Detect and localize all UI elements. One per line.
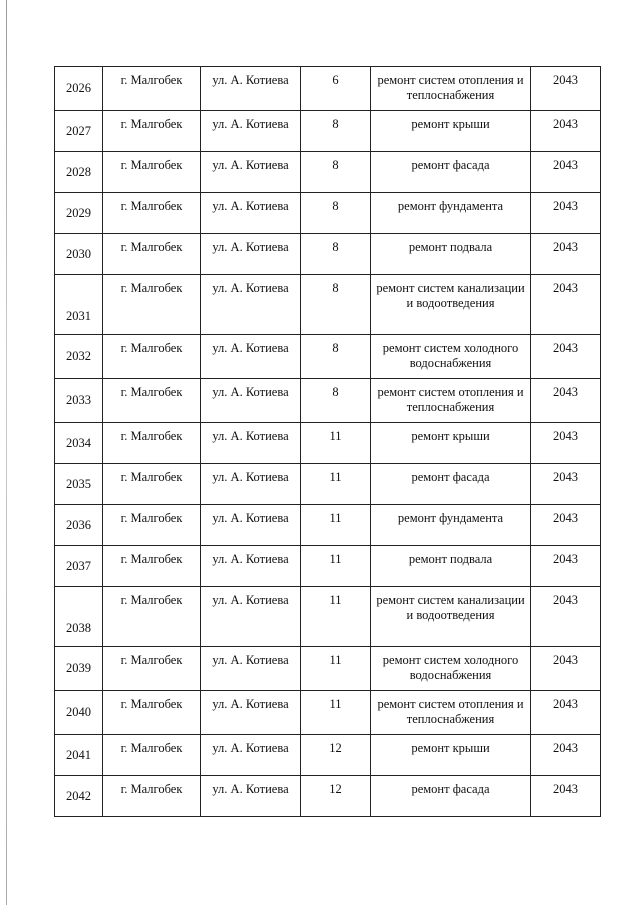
table-row: [55, 67, 601, 111]
work-type-cell: ремонт подвала: [371, 546, 531, 587]
row-number: 2035: [55, 464, 103, 505]
city-cell: г. Малгобек: [103, 691, 201, 735]
year-cell: 2043: [531, 776, 601, 817]
street-cell: ул. А. Котиева: [201, 335, 301, 379]
street-cell: ул. А. Котиева: [201, 193, 301, 234]
house-number-cell: 8: [301, 275, 371, 335]
row-number: 2026: [55, 67, 103, 111]
row-number: 2038: [55, 587, 103, 647]
house-number-cell: 8: [301, 335, 371, 379]
table-row: [55, 275, 601, 335]
table-row: [55, 379, 601, 423]
year-cell: 2043: [531, 193, 601, 234]
table-row: [55, 587, 601, 647]
year-cell: 2043: [531, 735, 601, 776]
work-type-cell: ремонт крыши: [371, 423, 531, 464]
year-cell: 2043: [531, 587, 601, 647]
year-cell: 2043: [531, 275, 601, 335]
work-type-cell: ремонт систем холодного водоснабжения: [371, 647, 531, 691]
work-type-cell: ремонт подвала: [371, 234, 531, 275]
work-type-cell: ремонт систем отопления и теплоснабжения: [371, 379, 531, 423]
house-number-cell: 11: [301, 647, 371, 691]
house-number-cell: 11: [301, 464, 371, 505]
row-number: 2041: [55, 735, 103, 776]
street-cell: ул. А. Котиева: [201, 735, 301, 776]
table-row: [55, 505, 601, 546]
year-cell: 2043: [531, 647, 601, 691]
street-cell: ул. А. Котиева: [201, 546, 301, 587]
street-cell: ул. А. Котиева: [201, 464, 301, 505]
year-cell: 2043: [531, 546, 601, 587]
work-type-cell: ремонт фасада: [371, 776, 531, 817]
house-number-cell: 8: [301, 111, 371, 152]
repair-schedule-table: [54, 66, 601, 817]
work-type-cell: ремонт фундамента: [371, 505, 531, 546]
year-cell: 2043: [531, 234, 601, 275]
street-cell: ул. А. Котиева: [201, 275, 301, 335]
street-cell: ул. А. Котиева: [201, 691, 301, 735]
table-row: [55, 193, 601, 234]
work-type-cell: ремонт систем холодного водоснабжения: [371, 335, 531, 379]
house-number-cell: 8: [301, 152, 371, 193]
table-row: [55, 691, 601, 735]
row-number: 2031: [55, 275, 103, 335]
year-cell: 2043: [531, 379, 601, 423]
row-number: 2028: [55, 152, 103, 193]
house-number-cell: 12: [301, 776, 371, 817]
row-number: 2029: [55, 193, 103, 234]
house-number-cell: 11: [301, 587, 371, 647]
year-cell: 2043: [531, 152, 601, 193]
city-cell: г. Малгобек: [103, 335, 201, 379]
city-cell: г. Малгобек: [103, 587, 201, 647]
row-number: 2027: [55, 111, 103, 152]
table-body: [55, 67, 601, 817]
street-cell: ул. А. Котиева: [201, 152, 301, 193]
table-row: [55, 647, 601, 691]
work-type-cell: ремонт систем канализации и водоотведения: [371, 587, 531, 647]
scan-edge: [6, 0, 7, 905]
street-cell: ул. А. Котиева: [201, 67, 301, 111]
city-cell: г. Малгобек: [103, 546, 201, 587]
city-cell: г. Малгобек: [103, 423, 201, 464]
table-row: [55, 546, 601, 587]
city-cell: г. Малгобек: [103, 735, 201, 776]
house-number-cell: 11: [301, 691, 371, 735]
year-cell: 2043: [531, 111, 601, 152]
year-cell: 2043: [531, 505, 601, 546]
city-cell: г. Малгобек: [103, 67, 201, 111]
row-number: 2034: [55, 423, 103, 464]
row-number: 2037: [55, 546, 103, 587]
house-number-cell: 8: [301, 234, 371, 275]
table-row: [55, 423, 601, 464]
work-type-cell: ремонт фасада: [371, 152, 531, 193]
row-number: 2033: [55, 379, 103, 423]
city-cell: г. Малгобек: [103, 234, 201, 275]
row-number: 2040: [55, 691, 103, 735]
year-cell: 2043: [531, 423, 601, 464]
street-cell: ул. А. Котиева: [201, 647, 301, 691]
year-cell: 2043: [531, 691, 601, 735]
house-number-cell: 8: [301, 379, 371, 423]
city-cell: г. Малгобек: [103, 505, 201, 546]
year-cell: 2043: [531, 335, 601, 379]
table-row: [55, 152, 601, 193]
house-number-cell: 12: [301, 735, 371, 776]
city-cell: г. Малгобек: [103, 379, 201, 423]
work-type-cell: ремонт систем отопления и теплоснабжения: [371, 67, 531, 111]
house-number-cell: 6: [301, 67, 371, 111]
table-row: [55, 111, 601, 152]
street-cell: ул. А. Котиева: [201, 505, 301, 546]
table-row: [55, 776, 601, 817]
house-number-cell: 11: [301, 505, 371, 546]
work-type-cell: ремонт крыши: [371, 735, 531, 776]
house-number-cell: 8: [301, 193, 371, 234]
street-cell: ул. А. Котиева: [201, 423, 301, 464]
street-cell: ул. А. Котиева: [201, 234, 301, 275]
year-cell: 2043: [531, 464, 601, 505]
row-number: 2030: [55, 234, 103, 275]
work-type-cell: ремонт фасада: [371, 464, 531, 505]
row-number: 2042: [55, 776, 103, 817]
table-row: [55, 735, 601, 776]
table-row: [55, 464, 601, 505]
street-cell: ул. А. Котиева: [201, 776, 301, 817]
street-cell: ул. А. Котиева: [201, 379, 301, 423]
street-cell: ул. А. Котиева: [201, 111, 301, 152]
city-cell: г. Малгобек: [103, 647, 201, 691]
city-cell: г. Малгобек: [103, 152, 201, 193]
work-type-cell: ремонт крыши: [371, 111, 531, 152]
table-row: [55, 234, 601, 275]
city-cell: г. Малгобек: [103, 193, 201, 234]
year-cell: 2043: [531, 67, 601, 111]
row-number: 2039: [55, 647, 103, 691]
city-cell: г. Малгобек: [103, 776, 201, 817]
work-type-cell: ремонт систем отопления и теплоснабжения: [371, 691, 531, 735]
work-type-cell: ремонт фундамента: [371, 193, 531, 234]
row-number: 2032: [55, 335, 103, 379]
row-number: 2036: [55, 505, 103, 546]
house-number-cell: 11: [301, 546, 371, 587]
work-type-cell: ремонт систем канализации и водоотведения: [371, 275, 531, 335]
city-cell: г. Малгобек: [103, 275, 201, 335]
house-number-cell: 11: [301, 423, 371, 464]
table-row: [55, 335, 601, 379]
street-cell: ул. А. Котиева: [201, 587, 301, 647]
city-cell: г. Малгобек: [103, 464, 201, 505]
city-cell: г. Малгобек: [103, 111, 201, 152]
